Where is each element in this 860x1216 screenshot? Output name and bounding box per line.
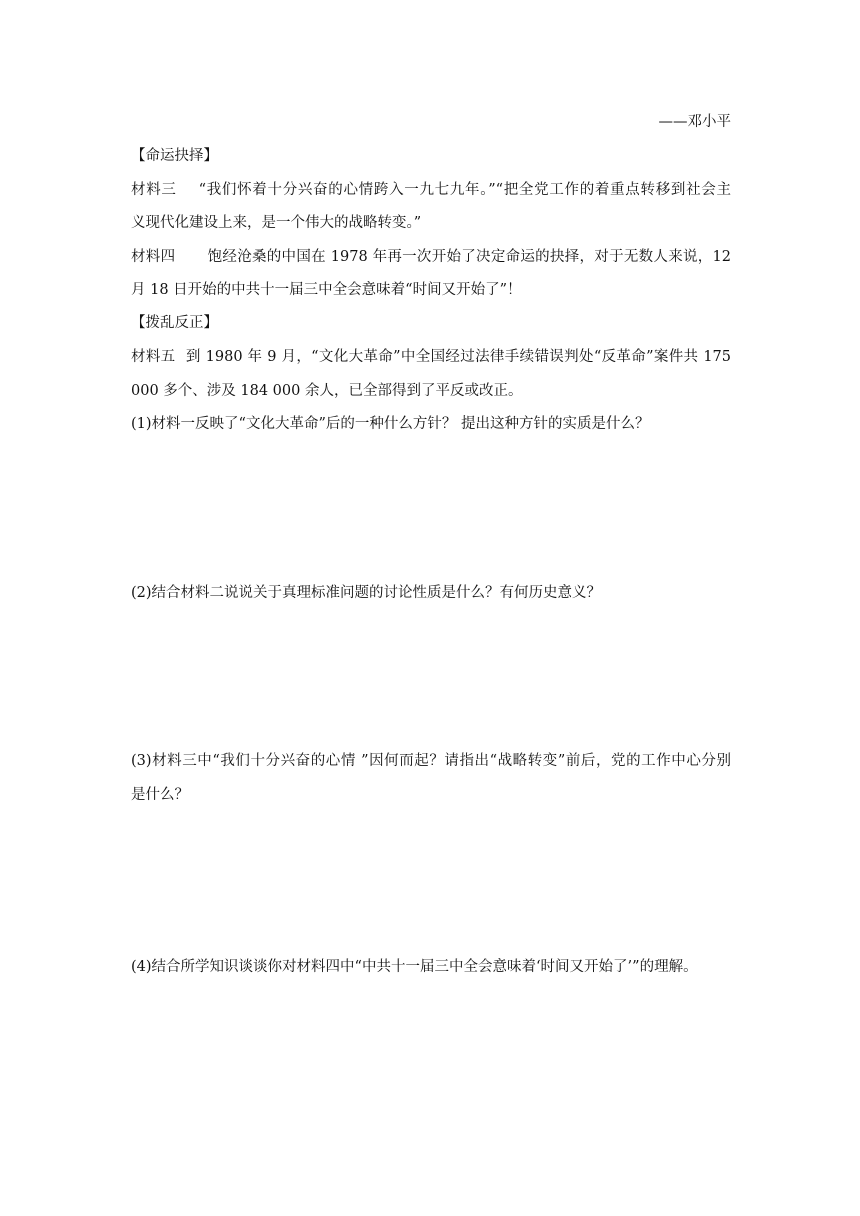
section-heading-bring-order: 【拨乱反正】 — [131, 315, 218, 331]
material-4-line-1 — [131, 247, 731, 267]
material-5-line-2: 000 多个、涉及 184 000 余人，已全部得到了平反或改正。 — [131, 383, 523, 399]
material-5-label: 材料五 — [131, 349, 176, 365]
material-3-line-1 — [131, 180, 731, 200]
question-2: (2)结合材料二说说关于真理标准问题的讨论性质是什么？有何历史意义？ — [131, 585, 602, 601]
material-5-line-1 — [131, 347, 731, 367]
material-3-text-1: “我们怀着十分兴奋的心情跨入一九七九年。”“把全党工作的着重点转移到社会主 — [198, 182, 731, 198]
material-4-line-2: 月 18 日开始的中共十一届三中全会意味着“时间又开始了”！ — [131, 282, 522, 298]
question-1: (1)材料一反映了“文化大革命”后的一种什么方针？ 提出这种方针的实质是什么？ — [131, 416, 650, 432]
question-3-line-2: 是什么？ — [131, 787, 189, 803]
material-3-label: 材料三 — [131, 182, 177, 198]
material-3-line-2: 义现代化建设上来，是一个伟大的战略转变。” — [131, 215, 422, 231]
material-5-text-1: 到 1980 年 9 月，“文化大革命”中全国经过法律手续错误判处“反革命”案件共 175 — [185, 349, 732, 365]
material-4-label: 材料四 — [131, 249, 176, 265]
attribution: ——邓小平 — [658, 114, 731, 130]
section-heading-fate-choice: 【命运抉择】 — [131, 148, 218, 164]
question-4: (4)结合所学知识谈谈你对材料四中“中共十一届三中全会意味着‘时间又开始了’”的理解。 — [131, 959, 698, 975]
material-4-text-1: 饱经沧桑的中国在 1978 年再一次开始了决定命运的抉择，对于无数人来说，12 — [207, 249, 732, 265]
question-3-line-1: (3)材料三中“我们十分兴奋的心情 ”因何而起？请指出“战略转变”前后，党的工作中心分别 — [131, 753, 731, 769]
